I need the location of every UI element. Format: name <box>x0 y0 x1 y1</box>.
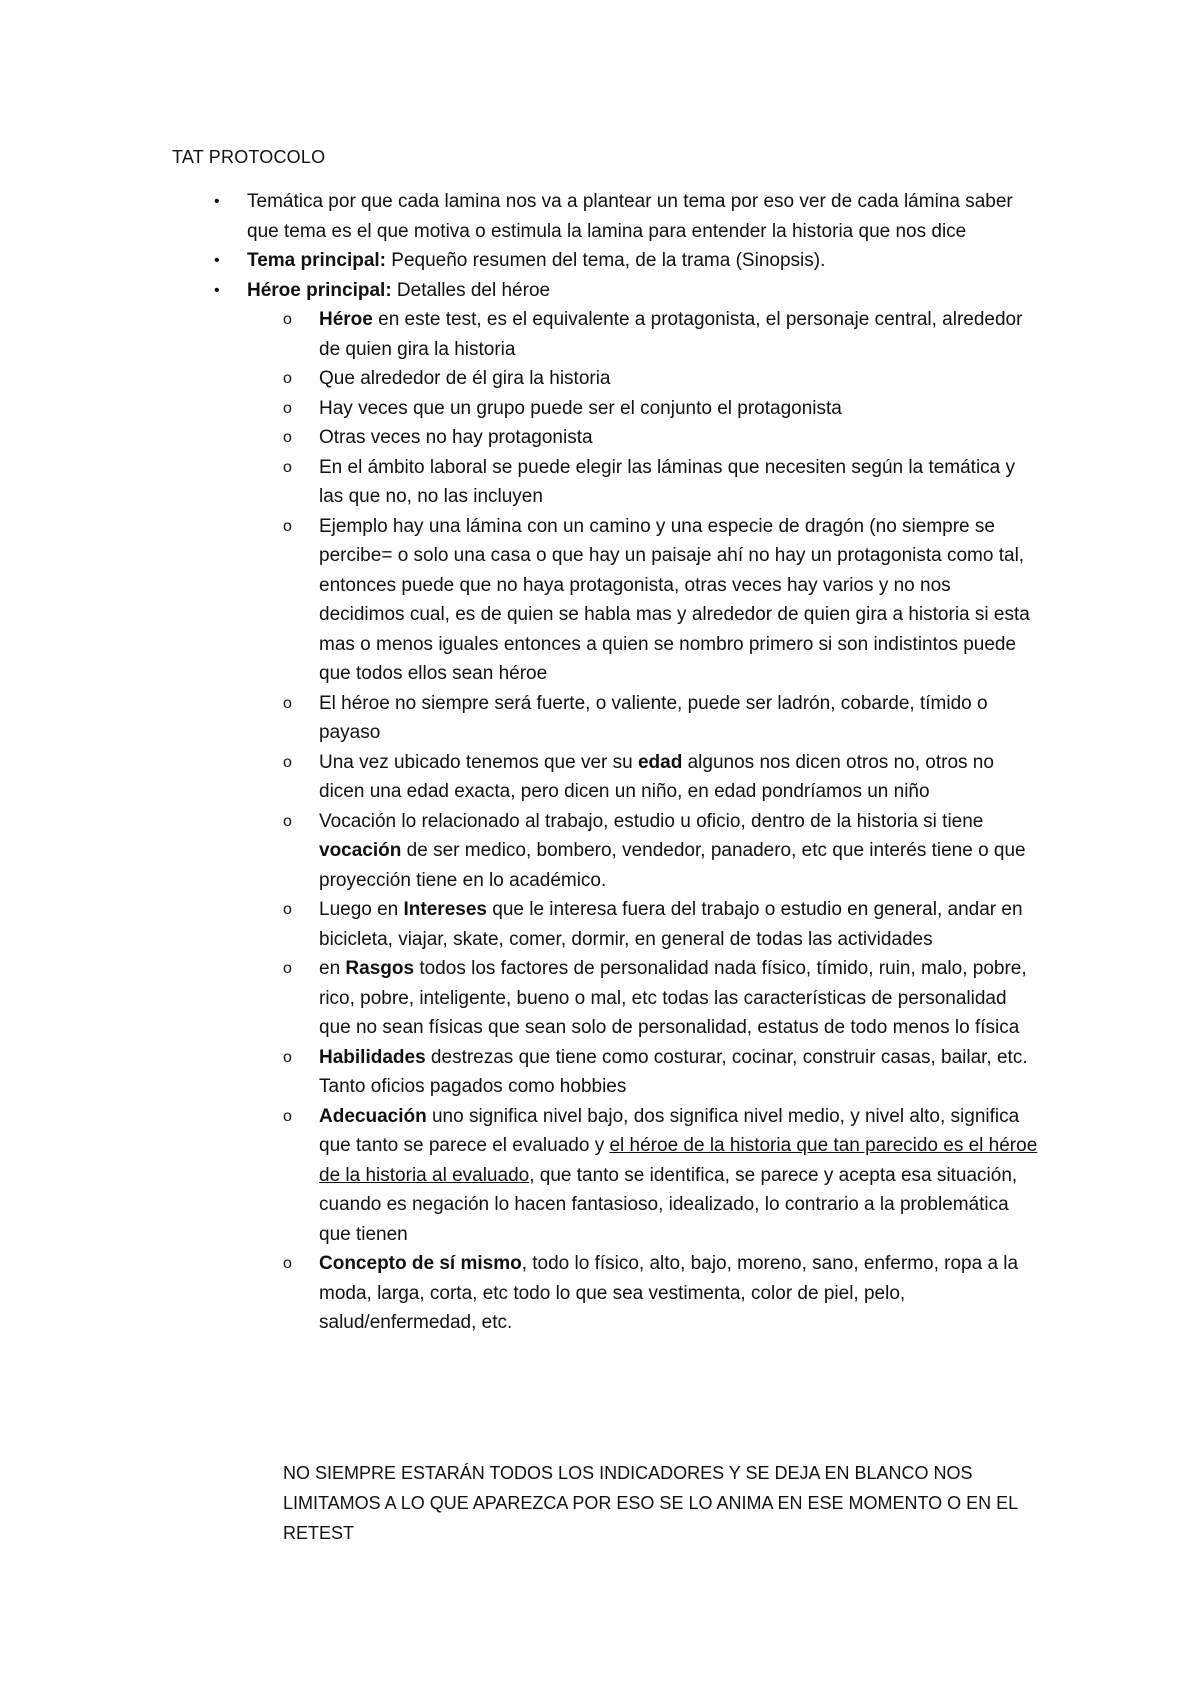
subitem-text: Que alrededor de él gira la historia <box>319 368 611 389</box>
subitem-text: Ejemplo hay una lámina con un camino y una especie de dragón (no siempre se percibe= o solo una casa o que hay un paisaje ahí no hay un protagonista como tal, entonces puede que no haya protagonista, otras veces hay varios y no nos decidimos cual, es de quien se habla mas y alrededor de quien gira a historia si esta mas o menos iguales entonces a quien se nombro primero si son indistintos puede que todos ellos sean héroe <box>319 515 1030 684</box>
subitem-edad <box>0 748 1039 807</box>
subitem-habilidades <box>0 1043 1039 1102</box>
subitem-vocacion <box>0 807 1039 896</box>
subitem-label: vocación <box>319 840 402 861</box>
subitem-label: Adecuación <box>319 1105 427 1127</box>
subitem-rasgos <box>0 954 1039 1043</box>
sub-bullet-icon: o <box>283 694 292 712</box>
subitem-no-siempre-fuerte <box>0 689 1039 748</box>
subitem-ambito-laboral <box>0 453 1039 512</box>
bullet-icon: • <box>214 252 220 269</box>
sub-bullet-icon: o <box>283 812 292 830</box>
subitem-text: Una vez ubicado tenemos que ver su <box>319 751 638 773</box>
subitem-adecuacion <box>0 1102 1039 1250</box>
subitem-text: en <box>319 958 346 979</box>
subitem-label: edad <box>637 751 683 773</box>
sub-bullet-icon: o <box>283 901 292 918</box>
subitem-text: El héroe no siempre será fuerte, o valiente, puede ser ladrón, cobarde, tímido o payaso <box>319 692 988 743</box>
subitem-label: Habilidades <box>319 1046 426 1068</box>
item-label: Héroe principal: <box>247 279 392 301</box>
sub-bullet-icon: o <box>283 1107 292 1125</box>
main-bullet-list <box>0 187 1200 1338</box>
subitem-text: en este test, es el equivalente a protagonista, el personaje central, alrededor de quien gira la historia <box>319 309 1023 360</box>
document-title: TAT PROTOCOLO <box>172 147 326 167</box>
subitem-label: Rasgos <box>345 958 415 979</box>
sub-bullet-icon: o <box>283 517 292 535</box>
list-item-heroe-principal <box>0 276 1047 1338</box>
subitem-alrededor <box>0 364 1039 394</box>
item-label: Tema principal: <box>247 250 387 271</box>
item-text: Detalles del héroe <box>391 279 551 301</box>
subitem-text: En el ámbito laboral se puede elegir las láminas que necesiten según la temática y las que no, no las incluyen <box>319 456 1016 507</box>
subitem-label: Héroe <box>319 309 373 330</box>
subitem-sin-protagonista <box>0 423 1039 453</box>
list-item-tematica <box>0 187 1047 246</box>
subitem-text: Hay veces que un grupo puede ser el conjunto el protagonista <box>319 397 842 419</box>
subitem-label: Concepto de sí mismo <box>319 1253 522 1274</box>
subitem-text: Otras veces no hay protagonista <box>319 427 593 448</box>
subitem-label: Intereses <box>403 899 487 920</box>
subitem-text: Vocación lo relacionado al trabajo, estudio u oficio, dentro de la historia si tiene <box>319 810 984 832</box>
item-text: Pequeño resumen del tema, de la trama (Sinopsis). <box>386 250 826 271</box>
subitem-text: de ser medico, bombero, vendedor, panadero, etc que interés tiene o que proyección tiene en lo académico. <box>319 840 1026 891</box>
subitem-text: destrezas que tiene como costurar, cocinar, construir casas, bailar, etc. Tanto oficios pagados como hobbies <box>319 1046 1028 1097</box>
subitem-heroe <box>0 305 1039 364</box>
closing-note: NO SIEMPRE ESTARÁN TODOS LOS INDICADORES Y SE DEJA EN BLANCO NOS LIMITAMOS A LO QUE APAREZCA POR ESO SE LO ANIMA EN ESE MOMENTO O EN EL RETEST <box>283 1463 1018 1543</box>
sub-bullet-icon: o <box>283 1255 292 1272</box>
sub-bullet-icon: o <box>283 429 292 446</box>
subitem-text: todos los factores de personalidad nada físico, tímido, ruin, malo, pobre, rico, pobre, inteligente, bueno o mal, etc todas las características de personalidad que no sean físicas que sean solo de personalidad, estatus de todo menos lo física <box>319 958 1027 1038</box>
subitem-text: , todo lo físico, alto, bajo, moreno, sano, enfermo, ropa a la moda, larga, corta, etc todo lo que sea vestimenta, color de piel, pelo, salud/enfermedad, etc. <box>319 1253 1019 1333</box>
subitem-grupo <box>0 394 1039 424</box>
item-text: Temática por que cada lamina nos va a plantear un tema por eso ver de cada lámina saber que tema es el que motiva o estimula la lamina para entender la historia que nos dice <box>247 191 1013 242</box>
sub-bullet-icon: o <box>283 370 292 387</box>
sub-bullet-icon: o <box>283 399 292 417</box>
subitem-ejemplo <box>0 512 1039 689</box>
hero-subitem-list <box>247 305 1047 1338</box>
bullet-icon: • <box>214 193 220 210</box>
underlined-text: el héroe de la historia que tan parecido es el héroe de la historia al evaluado <box>319 1135 1038 1186</box>
subitem-concepto-de-si-mismo <box>0 1249 1039 1338</box>
subitem-text: Luego en <box>319 899 404 920</box>
subitem-text: que le interesa fuera del trabajo o estudio en general, andar en bicicleta, viajar, skate, comer, dormir, en general de todas las actividades <box>319 899 1023 950</box>
sub-bullet-icon: o <box>283 311 292 328</box>
sub-bullet-icon: o <box>283 960 292 977</box>
sub-bullet-icon: o <box>283 753 292 771</box>
sub-bullet-icon: o <box>283 458 292 476</box>
subitem-text: uno significa nivel bajo, dos significa nivel medio, y nivel alto, significa que tanto se parece el evaluado y <box>319 1105 1020 1156</box>
sub-bullet-icon: o <box>283 1048 292 1066</box>
list-item-tema-principal <box>0 246 1047 276</box>
subitem-text: , que tanto se identifica, se parece y acepta esa situación, cuando es negación lo hacen fantasioso, idealizado, lo contrario a la problemática que tienen <box>319 1164 1018 1245</box>
bullet-icon: • <box>214 281 220 299</box>
subitem-text: algunos nos dicen otros no, otros no dicen una edad exacta, pero dicen un niño, en edad pondríamos un niño <box>319 751 994 802</box>
subitem-intereses <box>0 895 1039 954</box>
